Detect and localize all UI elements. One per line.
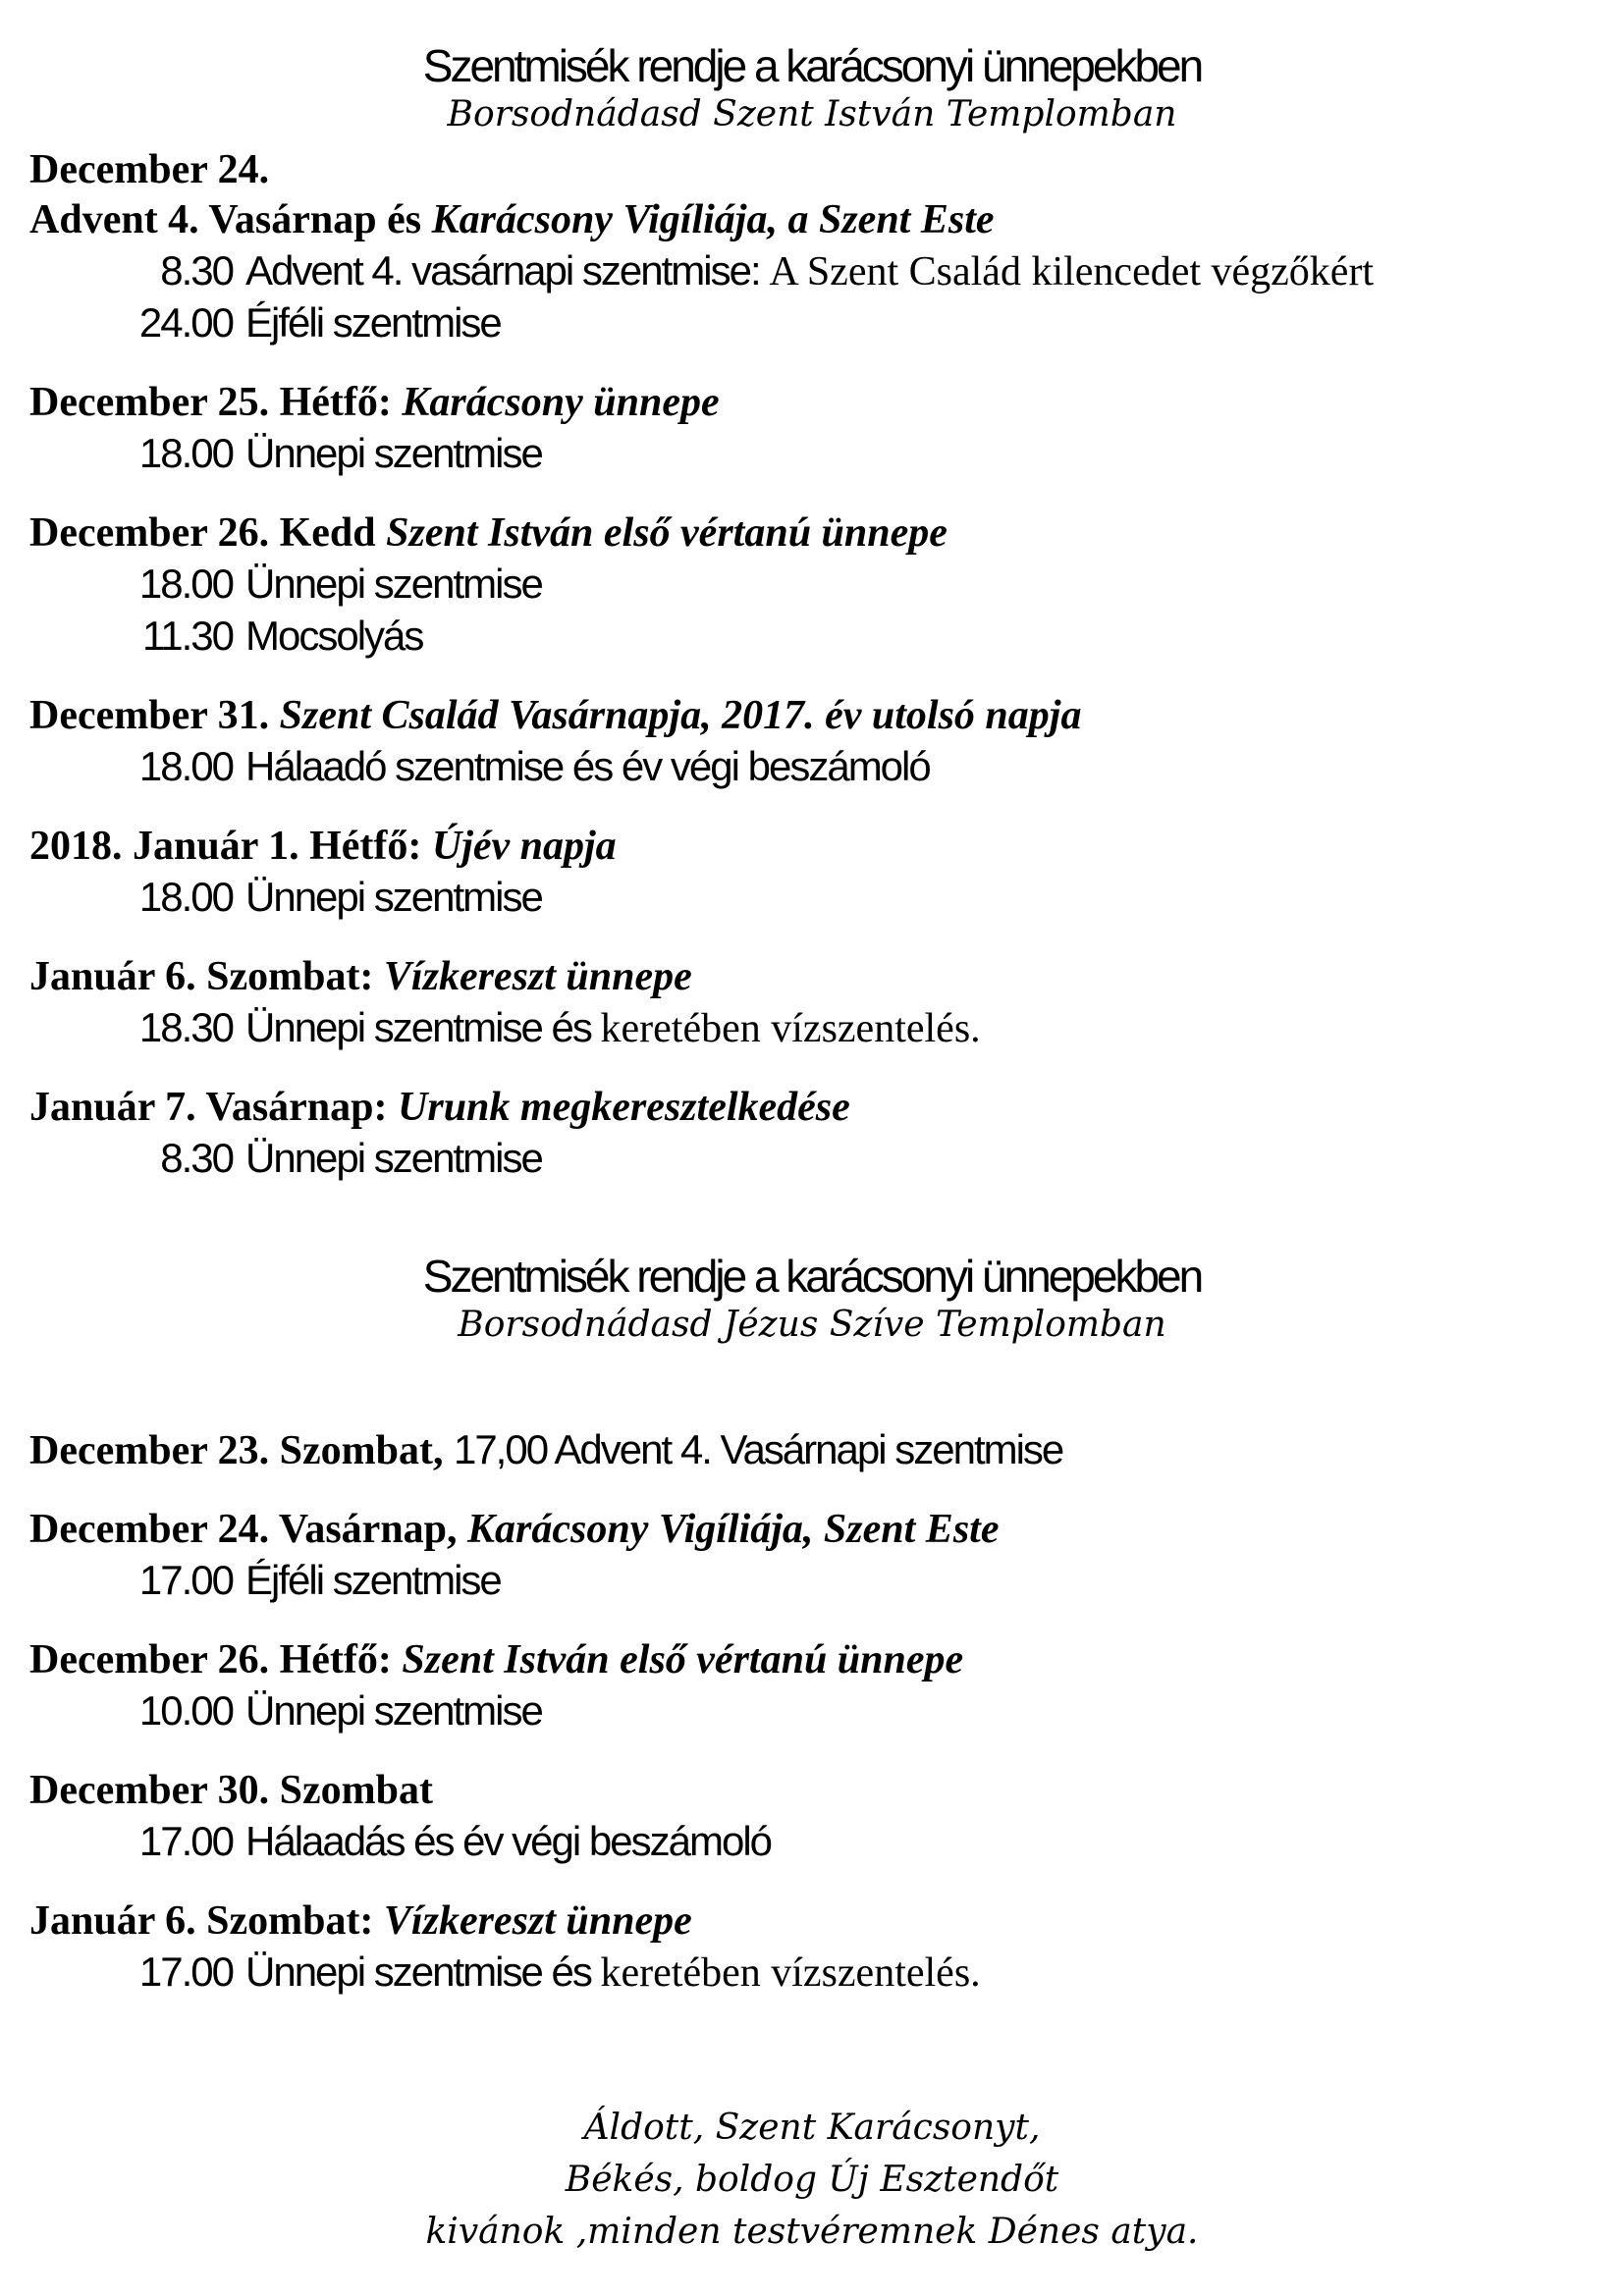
heading-feast: Szent István első vértanú ünnepe	[402, 1637, 964, 1682]
mass-time: 18.30	[138, 1004, 233, 1050]
schedule-heading	[29, 1505, 1595, 1555]
schedule-line	[29, 428, 1595, 480]
mass-time: 18.00	[138, 743, 233, 789]
heading-feast: Karácsony Vigíliája, Szent Este	[467, 1507, 1000, 1552]
schedule-heading	[29, 1766, 1595, 1816]
schedule-line	[29, 611, 1595, 663]
mass-label: Hálaadás és év végi beszámoló	[245, 1818, 772, 1864]
section2-subtitle: Borsodnádasd Jézus Szíve Templomban	[458, 1305, 1166, 1345]
schedule-line	[29, 1133, 1595, 1185]
heading-date: December 31.	[29, 693, 280, 738]
heading-date: Január 7. Vasárnap:	[29, 1085, 399, 1130]
heading-feast: Szent Család Vasárnapja, 2017. év utolsó napja	[279, 693, 1082, 738]
heading-date: December 26. Hétfő:	[29, 1637, 403, 1682]
schedule-heading	[29, 508, 1595, 559]
closing-line-2: Békés, boldog Új Esztendőt	[565, 2160, 1059, 2200]
mass-label: Ünnepi szentmise	[245, 874, 542, 920]
mass-label: Éjféli szentmise	[245, 1557, 501, 1603]
schedule-heading	[29, 1635, 1595, 1685]
closing-line-3: kivánok ,minden testvéremnek Dénes atya.	[425, 2212, 1199, 2252]
mass-time: 11.30	[142, 613, 233, 659]
schedule-line	[29, 1947, 1595, 1999]
mass-label: Ünnepi szentmise és	[245, 1004, 601, 1050]
mass-time: 18.00	[138, 430, 233, 476]
schedule-heading	[29, 378, 1595, 428]
mass-time: 17.00	[138, 1949, 233, 1995]
heading-feast: Újév napja	[431, 824, 617, 869]
mass-time: 24.00	[138, 299, 233, 346]
schedule-heading	[29, 195, 1595, 245]
schedule-heading	[29, 822, 1595, 872]
mass-time: 18.00	[138, 561, 233, 607]
mass-time: 17.00	[138, 1557, 233, 1603]
schedule-heading	[29, 1424, 1595, 1476]
mass-time: 8.30	[160, 247, 233, 294]
section2-title: Szentmisék rendje a karácsonyi ünnepekben	[422, 1251, 1202, 1302]
mass-label: Ünnepi szentmise	[245, 1135, 542, 1181]
schedule-line	[29, 872, 1595, 924]
schedule-heading	[29, 1083, 1595, 1133]
schedule-heading	[29, 952, 1595, 1002]
closing-blessing	[29, 2102, 1595, 2258]
section1-schedule	[29, 145, 1595, 1185]
heading-feast: Urunk megkeresztelkedése	[398, 1085, 850, 1130]
heading-feast: Szent István első vértanú ünnepe	[386, 510, 947, 556]
mass-label: Ünnepi szentmise	[245, 1687, 542, 1734]
heading-date: December 30. Szombat	[29, 1768, 433, 1813]
mass-label: 17,00 Advent 4. Vasárnapi szentmise	[453, 1426, 1063, 1472]
mass-note: keretében vízszentelés.	[600, 1950, 981, 1996]
mass-label: Éjféli szentmise	[245, 299, 501, 346]
schedule-heading	[29, 691, 1595, 741]
heading-date: December 23. Szombat,	[29, 1428, 454, 1473]
schedule-heading	[29, 1896, 1595, 1947]
heading-date: December 25. Hétfő:	[29, 380, 403, 425]
schedule-line	[29, 297, 1595, 349]
schedule-line	[29, 1816, 1595, 1868]
mass-time: 17.00	[138, 1818, 233, 1864]
mass-label: Mocsolyás	[245, 613, 423, 659]
mass-note: A Szent Család kilencedet végzőkért	[769, 249, 1375, 294]
heading-date: Advent 4. Vasárnap és	[29, 197, 432, 242]
heading-date: December 26. Kedd	[29, 510, 387, 556]
schedule-heading	[29, 145, 1595, 195]
mass-time: 8.30	[160, 1135, 233, 1181]
schedule-line	[29, 741, 1595, 793]
mass-label: Ünnepi szentmise	[245, 430, 542, 476]
mass-label: Advent 4. vasárnapi szentmise:	[245, 247, 770, 294]
section1-subtitle: Borsodnádasd Szent István Templomban	[447, 94, 1177, 134]
mass-label: Ünnepi szentmise	[245, 561, 542, 607]
schedule-line	[29, 1002, 1595, 1054]
schedule-line	[29, 559, 1595, 611]
schedule-line	[29, 245, 1595, 297]
heading-date: December 24. Vasárnap,	[29, 1507, 468, 1552]
schedule-line	[29, 1555, 1595, 1607]
section2-schedule	[29, 1424, 1595, 1999]
schedule-line	[29, 1685, 1595, 1737]
mass-label: Ünnepi szentmise és	[245, 1949, 601, 1995]
heading-feast: Karácsony Vigíliája, a Szent Este	[431, 197, 995, 242]
heading-date: December 24.	[29, 147, 270, 192]
mass-note: keretében vízszentelés.	[600, 1006, 981, 1051]
mass-time: 10.00	[138, 1687, 233, 1734]
closing-line-1: Áldott, Szent Karácsonyt,	[583, 2108, 1041, 2148]
mass-label: Hálaadó szentmise és év végi beszámoló	[245, 743, 930, 789]
heading-date: 2018. Január 1. Hétfő:	[29, 824, 432, 869]
section-szent-istvan-templom	[29, 39, 1595, 1185]
section-jezus-szive-templom	[29, 1250, 1595, 1999]
heading-date: Január 6. Szombat:	[29, 1898, 384, 1944]
heading-date: Január 6. Szombat:	[29, 954, 384, 999]
section1-title: Szentmisék rendje a karácsonyi ünnepekben	[422, 40, 1202, 91]
heading-feast: Karácsony ünnepe	[402, 380, 720, 425]
heading-feast: Vízkereszt ünnepe	[383, 1898, 692, 1944]
heading-feast: Vízkereszt ünnepe	[383, 954, 692, 999]
mass-time: 18.00	[138, 874, 233, 920]
